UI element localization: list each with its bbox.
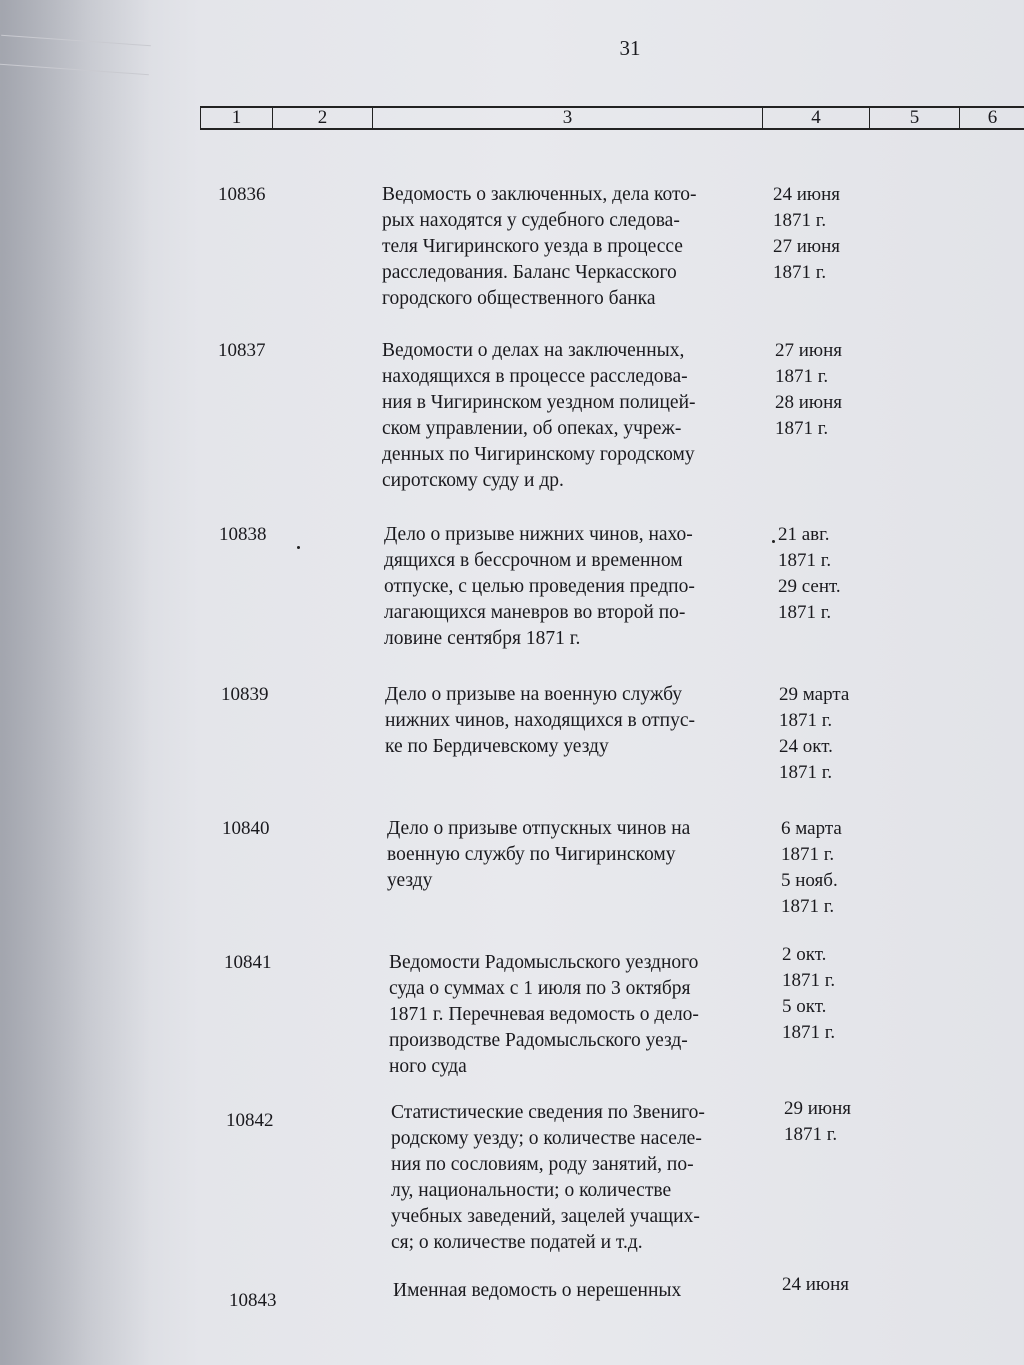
record-title-line: денных по Чигиринскому городскому	[382, 444, 695, 465]
record-dates	[773, 182, 840, 286]
page-gutter-shadow	[0, 0, 150, 1365]
record-dates	[781, 816, 842, 920]
record-title-line: расследования. Баланс Черкасского	[382, 262, 677, 283]
record-title-line: Дело о призыве нижних чинов, нахо-	[384, 524, 693, 545]
record-date-line: 29 марта	[779, 684, 850, 705]
record-date-line: 6 марта	[781, 818, 842, 839]
record-date-line: 1871 г.	[782, 970, 836, 991]
record-title-line: ся; о количестве податей и т.д.	[391, 1232, 643, 1253]
record-title-line: находящихся в процессе расследова-	[382, 366, 688, 387]
record-title-line: суда о суммах с 1 июля по 3 октября	[389, 978, 691, 999]
record-date-line: 1871 г.	[782, 1022, 836, 1043]
page-number: 31	[619, 36, 641, 60]
record-date-line: 1871 г.	[779, 710, 833, 731]
column-header-1: 1	[201, 108, 273, 128]
record-number: 10840	[222, 818, 270, 839]
column-header-2: 2	[273, 108, 373, 128]
record-date-line: 1871 г.	[779, 762, 833, 783]
record-date-line: 27 июня	[773, 236, 841, 257]
record-number: 10839	[221, 684, 269, 705]
record-title-line: 1871 г. Перечневая ведомость о дело-	[389, 1004, 699, 1025]
record-number: 10842	[226, 1110, 274, 1131]
record-dates	[778, 522, 841, 626]
record-dates	[784, 1096, 851, 1148]
record-title	[387, 816, 690, 894]
record-title	[393, 1278, 681, 1304]
record-date-line: 27 июня	[775, 340, 843, 361]
record-date-line: 1871 г.	[784, 1124, 838, 1145]
record-date-line: 21 авг.	[778, 524, 830, 545]
record-number: 10838	[219, 524, 267, 545]
record-title-line: Ведомости о делах на заключенных,	[382, 340, 685, 361]
record-title-line: производстве Радомысльского уезд-	[389, 1030, 688, 1051]
record-title-line: родскому уезду; о количестве населе-	[391, 1128, 702, 1149]
record-date-line: 1871 г.	[773, 210, 827, 231]
record-title-line: Статистические сведения по Звениго-	[391, 1102, 705, 1123]
record-title-line: учебных заведений, зацелей учащих-	[391, 1206, 700, 1227]
record-date-line: 24 июня	[773, 184, 841, 205]
column-header-3: 3	[373, 108, 763, 128]
record-title-line: Ведомость о заключенных, дела кото-	[382, 184, 697, 205]
record-title	[384, 522, 695, 652]
record-title	[382, 338, 696, 494]
record-date-line: 24 окт.	[779, 736, 833, 757]
record-title-line: ния по сословиям, роду занятий, по-	[391, 1154, 694, 1175]
record-date-line: 24 июня	[782, 1274, 850, 1295]
record-title-line: лу, национальности; о количестве	[391, 1180, 672, 1201]
record-number: 10836	[218, 184, 266, 205]
record-date-line: 1871 г.	[781, 844, 835, 865]
record-title-line: Ведомости Радомысльского уездного	[389, 952, 699, 973]
column-header-4: 4	[763, 108, 870, 128]
record-title-line: сиротскому суду и др.	[382, 470, 564, 491]
record-title-line: Именная ведомость о нерешенных	[393, 1280, 682, 1301]
column-header-5: 5	[870, 108, 960, 128]
record-date-line: 5 нояб.	[781, 870, 838, 891]
record-title-line: ловине сентября 1871 г.	[384, 628, 581, 649]
record-title-line: Дело о призыве на военную службу	[385, 684, 682, 705]
record-title	[389, 950, 699, 1080]
record-title-line: рых находятся у судебного следова-	[382, 210, 680, 231]
record-title-line: уезду	[387, 870, 433, 891]
record-title-line: военную службу по Чигиринскому	[387, 844, 676, 865]
record-date-line: 1871 г.	[773, 262, 827, 283]
record-dates	[779, 682, 849, 786]
record-title-line: нижних чинов, находящихся в отпус-	[385, 710, 695, 731]
stray-mark	[297, 546, 300, 549]
record-dates	[775, 338, 842, 442]
column-header-table	[200, 106, 1024, 130]
record-title	[382, 182, 697, 312]
record-dates	[782, 1272, 849, 1298]
column-header-6: 6	[987, 107, 998, 128]
record-dates	[782, 942, 835, 1046]
record-title-line: Дело о призыве отпускных чинов на	[387, 818, 691, 839]
record-date-line: 2 окт.	[782, 944, 827, 965]
record-title-line: ке по Бердичевскому уезду	[385, 736, 609, 757]
record-date-line: 29 июня	[784, 1098, 852, 1119]
record-title-line: ния в Чигиринском уездном полицей-	[382, 392, 696, 413]
record-title-line: ском управлении, об опеках, учреж-	[382, 418, 682, 439]
record-title-line: дящихся в бессрочном и временном	[384, 550, 683, 571]
record-title	[385, 682, 695, 760]
record-date-line: 1871 г.	[775, 418, 829, 439]
record-date-line: 28 июня	[775, 392, 843, 413]
record-date-line: 1871 г.	[778, 550, 832, 571]
record-title	[391, 1100, 705, 1256]
record-title-line: теля Чигиринского уезда в процессе	[382, 236, 683, 257]
record-number: 10843	[229, 1290, 277, 1311]
record-title-line: отпуске, с целью проведения предпо-	[384, 576, 695, 597]
record-date-line: 1871 г.	[778, 602, 832, 623]
record-title-line: ного суда	[389, 1056, 467, 1077]
record-number: 10837	[218, 340, 266, 361]
record-title-line: городского общественного банка	[382, 288, 656, 309]
record-date-line: 1871 г.	[781, 896, 835, 917]
record-number: 10841	[224, 952, 272, 973]
record-title-line: лагающихся маневров во второй по-	[384, 602, 686, 623]
record-date-line: 29 сент.	[778, 576, 841, 597]
record-date-line: 1871 г.	[775, 366, 829, 387]
record-date-line: 5 окт.	[782, 996, 827, 1017]
stray-mark	[772, 540, 775, 543]
